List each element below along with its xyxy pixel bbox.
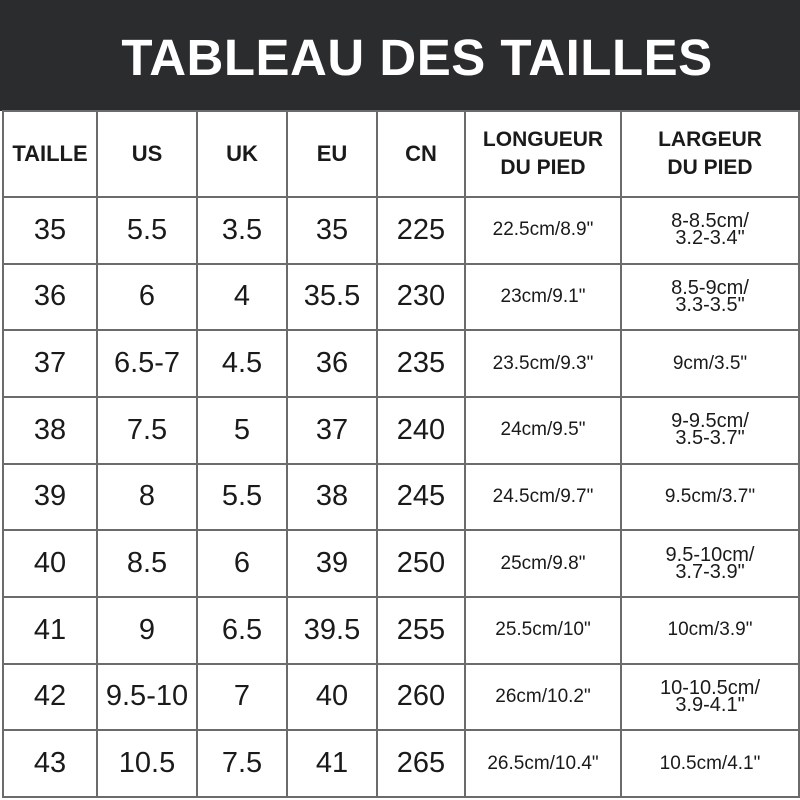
cell-foot-length — [465, 730, 621, 797]
cell-eu — [287, 664, 377, 731]
cell-text: 25cm/9.8" — [500, 552, 586, 574]
cell-text: 230 — [396, 280, 446, 313]
table-row — [3, 264, 799, 331]
cell-foot-length — [465, 597, 621, 664]
cell-text: 35 — [33, 213, 67, 246]
cell-foot-width — [621, 330, 799, 397]
cell-text: 4.5 — [221, 347, 263, 380]
cell-uk — [197, 464, 287, 531]
cell-us — [97, 264, 197, 331]
column-header-taille — [3, 111, 97, 197]
cell-text: 265 — [396, 747, 446, 780]
cell-cn — [377, 597, 465, 664]
cell-text: 38 — [33, 413, 67, 446]
cell-text-line: 9cm/3.5" — [672, 352, 748, 374]
cell-text: 37 — [315, 413, 349, 446]
cell-text: 255 — [396, 613, 446, 646]
cell-taille — [3, 197, 97, 264]
cell-us — [97, 397, 197, 464]
cell-text: 8 — [138, 480, 156, 513]
cell-text-line: 10cm/3.9" — [667, 619, 753, 641]
cell-foot-width — [621, 664, 799, 731]
cell-text: 43 — [33, 747, 67, 780]
cell-text: 41 — [315, 747, 349, 780]
cell-text: 42 — [33, 680, 67, 713]
cell-uk — [197, 330, 287, 397]
cell-text: 245 — [396, 480, 446, 513]
cell-text: 36 — [33, 280, 67, 313]
cell-text: 6 — [233, 547, 251, 580]
cell-foot-length — [465, 530, 621, 597]
cell-text: 25.5cm/10" — [495, 619, 591, 641]
cell-cn — [377, 730, 465, 797]
cell-us — [97, 330, 197, 397]
header-label: CN — [405, 141, 437, 166]
header-label-line-1: LONGUEUR — [482, 128, 604, 151]
cell-eu — [287, 597, 377, 664]
cell-taille — [3, 397, 97, 464]
cell-text: 225 — [396, 213, 446, 246]
cell-text: 39 — [315, 547, 349, 580]
cell-text: 9 — [138, 613, 156, 646]
cell-us — [97, 597, 197, 664]
table-row — [3, 530, 799, 597]
cell-text: 10.5 — [118, 747, 176, 780]
cell-text: 26cm/10.2" — [495, 685, 591, 707]
cell-eu — [287, 264, 377, 331]
cell-cn — [377, 397, 465, 464]
cell-uk — [197, 664, 287, 731]
cell-foot-width — [621, 530, 799, 597]
cell-text: 7 — [233, 680, 251, 713]
cell-us — [97, 664, 197, 731]
cell-text: 240 — [396, 413, 446, 446]
cell-cn — [377, 664, 465, 731]
cell-foot-width — [621, 264, 799, 331]
header-label-line-2: DU PIED — [667, 156, 753, 179]
cell-text: 23.5cm/9.3" — [492, 352, 594, 374]
cell-foot-length — [465, 330, 621, 397]
column-header-foot-length — [465, 111, 621, 197]
header-label: TAILLE — [12, 141, 88, 166]
header-label: EU — [316, 141, 348, 166]
cell-foot-length — [465, 397, 621, 464]
cell-text-line: 9.5-10cm/ — [665, 543, 755, 566]
table-row — [3, 664, 799, 731]
cell-uk — [197, 597, 287, 664]
cell-text: 5.5 — [126, 213, 168, 246]
column-header-foot-width — [621, 111, 799, 197]
cell-taille — [3, 264, 97, 331]
cell-text: 37 — [33, 347, 67, 380]
header-label: US — [131, 141, 163, 166]
header-label-line-1: LARGEUR — [658, 128, 762, 151]
cell-text: 3.5 — [221, 213, 263, 246]
cell-cn — [377, 464, 465, 531]
cell-text: 7.5 — [221, 747, 263, 780]
column-header-cn — [377, 111, 465, 197]
cell-text-line: 3.5-3.7" — [675, 427, 745, 450]
cell-taille — [3, 664, 97, 731]
cell-text: 24.5cm/9.7" — [492, 485, 594, 507]
cell-us — [97, 464, 197, 531]
cell-us — [97, 197, 197, 264]
table-row — [3, 597, 799, 664]
cell-foot-width — [621, 397, 799, 464]
table-row — [3, 330, 799, 397]
cell-text-line: 3.3-3.5" — [675, 293, 745, 316]
cell-text-line: 10-10.5cm/ — [659, 676, 761, 699]
cell-text: 23cm/9.1" — [500, 285, 586, 307]
cell-eu — [287, 730, 377, 797]
cell-uk — [197, 530, 287, 597]
column-header-us — [97, 111, 197, 197]
cell-foot-length — [465, 197, 621, 264]
cell-text-line: 3.7-3.9" — [675, 560, 745, 583]
size-table — [2, 110, 800, 798]
cell-text-line: 3.2-3.4" — [675, 227, 745, 250]
cell-us — [97, 530, 197, 597]
cell-text-line: 9.5cm/3.7" — [664, 485, 756, 507]
table-body — [3, 197, 799, 797]
cell-text-line: 3.9-4.1" — [675, 693, 745, 716]
table-row — [3, 197, 799, 264]
cell-eu — [287, 330, 377, 397]
cell-text: 4 — [233, 280, 251, 313]
cell-us — [97, 730, 197, 797]
cell-text: 24cm/9.5" — [500, 419, 586, 441]
cell-cn — [377, 264, 465, 331]
cell-text: 40 — [315, 680, 349, 713]
table-row — [3, 730, 799, 797]
cell-text: 7.5 — [126, 413, 168, 446]
cell-text: 260 — [396, 680, 446, 713]
cell-text: 41 — [33, 613, 67, 646]
cell-foot-length — [465, 464, 621, 531]
cell-text: 9.5-10 — [105, 680, 189, 713]
cell-text: 35 — [315, 213, 349, 246]
header-label: UK — [226, 141, 258, 166]
cell-text: 5.5 — [221, 480, 263, 513]
cell-text-line: 9-9.5cm/ — [671, 410, 749, 433]
cell-text: 40 — [33, 547, 67, 580]
cell-taille — [3, 530, 97, 597]
cell-text: 26.5cm/10.4" — [487, 752, 599, 774]
column-header-uk — [197, 111, 287, 197]
cell-taille — [3, 730, 97, 797]
cell-foot-width — [621, 197, 799, 264]
cell-text: 6.5-7 — [113, 347, 181, 380]
cell-uk — [197, 197, 287, 264]
cell-foot-length — [465, 664, 621, 731]
cell-uk — [197, 730, 287, 797]
cell-foot-width — [621, 597, 799, 664]
page-title: TABLEAU DES TAILLES — [121, 29, 713, 86]
cell-text-line: 8-8.5cm/ — [671, 210, 749, 233]
cell-cn — [377, 197, 465, 264]
cell-foot-width — [621, 464, 799, 531]
cell-text: 250 — [396, 547, 446, 580]
cell-text-line: 10.5cm/4.1" — [659, 752, 761, 774]
cell-text: 39 — [33, 480, 67, 513]
column-header-eu — [287, 111, 377, 197]
cell-text: 38 — [315, 480, 349, 513]
header-row — [3, 111, 799, 197]
cell-uk — [197, 264, 287, 331]
cell-uk — [197, 397, 287, 464]
cell-foot-length — [465, 264, 621, 331]
cell-cn — [377, 330, 465, 397]
table-row — [3, 397, 799, 464]
cell-cn — [377, 530, 465, 597]
cell-text: 39.5 — [303, 613, 361, 646]
cell-text: 235 — [396, 347, 446, 380]
cell-text: 36 — [315, 347, 349, 380]
cell-text: 8.5 — [126, 547, 168, 580]
cell-taille — [3, 330, 97, 397]
cell-text: 6 — [138, 280, 156, 313]
cell-eu — [287, 464, 377, 531]
cell-text: 5 — [233, 413, 251, 446]
cell-eu — [287, 197, 377, 264]
header-label-line-2: DU PIED — [500, 156, 586, 179]
table-row — [3, 464, 799, 531]
cell-eu — [287, 530, 377, 597]
cell-foot-width — [621, 730, 799, 797]
cell-taille — [3, 597, 97, 664]
cell-text: 22.5cm/8.9" — [492, 219, 594, 241]
cell-text-line: 8.5-9cm/ — [671, 276, 749, 299]
title-banner — [0, 0, 800, 111]
cell-eu — [287, 397, 377, 464]
cell-taille — [3, 464, 97, 531]
cell-text: 35.5 — [303, 280, 361, 313]
cell-text: 6.5 — [221, 613, 263, 646]
